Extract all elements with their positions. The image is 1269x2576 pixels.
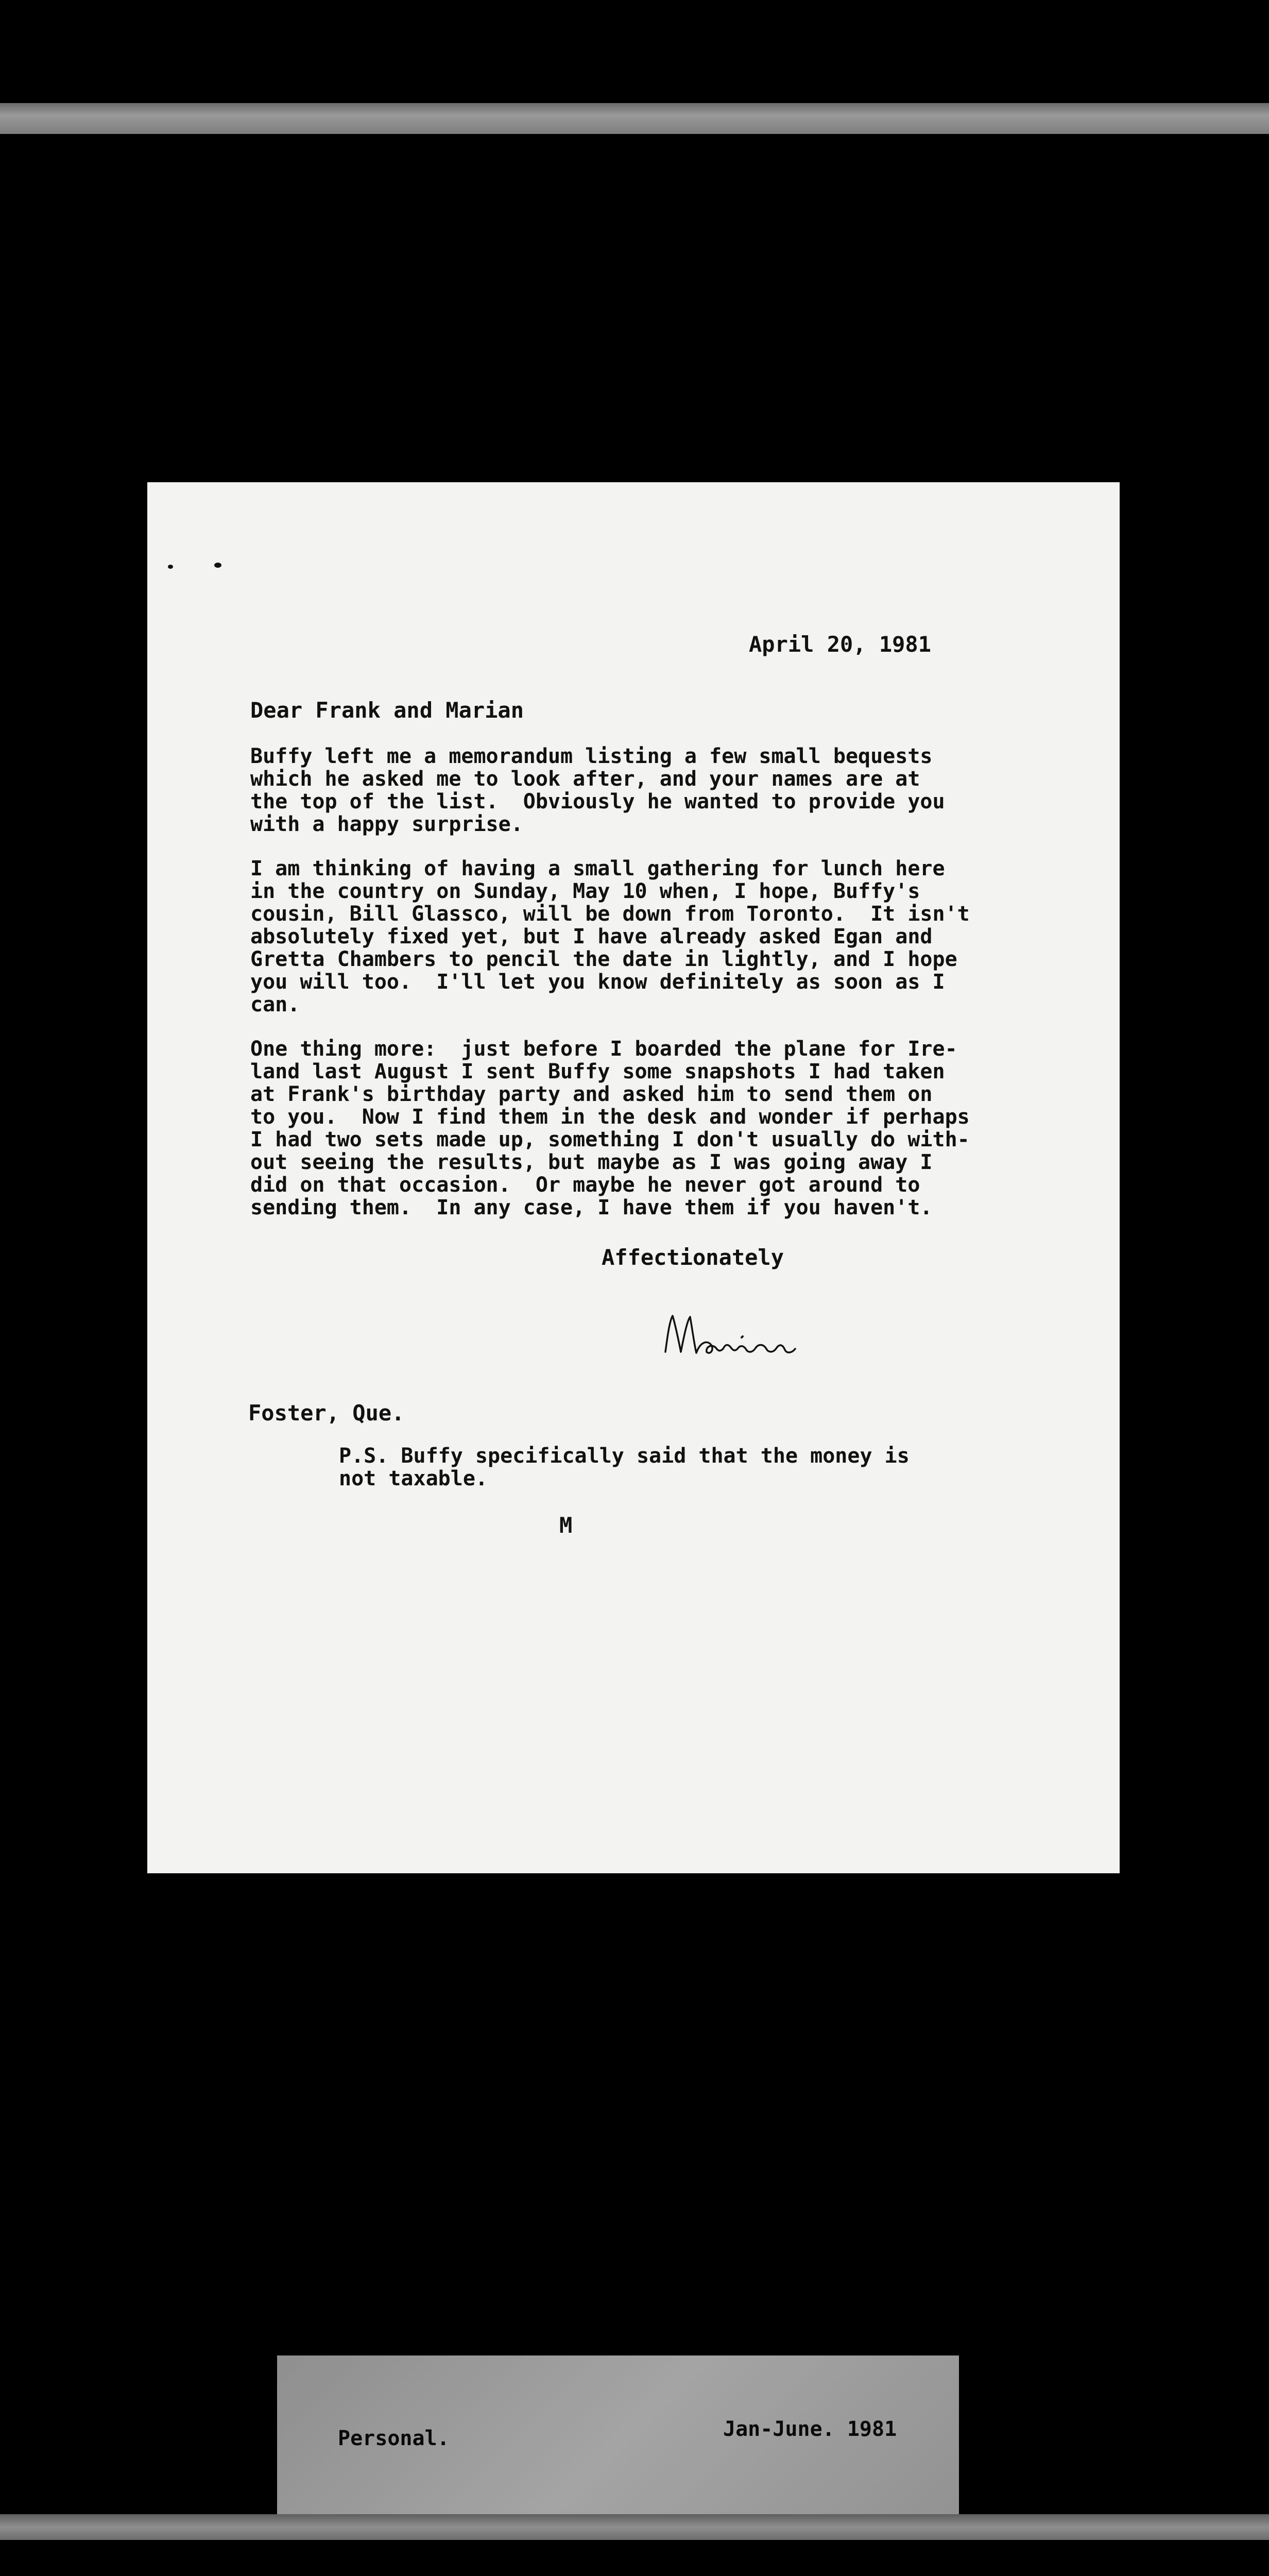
- handwritten-signature: [660, 1306, 815, 1367]
- letter-paragraph-3: One thing more: just before I boarded the plane for Ire- land last August I sent Buffy some snapshots I had taken at Frank's birthday party and asked him to send them on to you. Now I find them in the desk and wonder if perhaps I had two sets made up, something I don't usually do with- out seeing the results, but maybe as I was going away I did on that occasion. Or maybe he never got around to sending them. In any case, I have them if you haven't.: [250, 1037, 970, 1219]
- letter-page: [147, 482, 1120, 1873]
- file-label-card: [277, 2355, 959, 2526]
- page-speck: [214, 563, 221, 568]
- letter-date: April 20, 1981: [749, 632, 932, 657]
- letter-closing: Affectionately: [602, 1245, 784, 1270]
- file-label-left: Personal.: [338, 2427, 450, 2450]
- letter-paragraph-2: I am thinking of having a small gathering for lunch here in the country on Sunday, May 10 when, I hope, Buffy's cousin, Bill Glassco, will be down from Toronto. It isn't absolutely fixed yet, but I have already asked Egan and Gretta Chambers to pencil the date in lightly, and I hope you will too. I'll let you know definitely as soon as I can.: [250, 857, 970, 1016]
- letter-place: Foster, Que.: [248, 1400, 405, 1426]
- letter-paragraph-1: Buffy left me a memorandum listing a few small bequests which he asked me to look after, and your names are at the top of the list. Obviously he wanted to provide you with a happy surprise.: [250, 744, 945, 836]
- film-strip-top: [0, 103, 1269, 134]
- file-label-right: Jan-June. 1981: [723, 2417, 897, 2441]
- film-strip-bottom: [0, 2514, 1269, 2540]
- letter-salutation: Dear Frank and Marian: [250, 698, 524, 723]
- page-speck: [168, 565, 173, 569]
- letter-initial: M: [559, 1513, 573, 1538]
- letter-postscript: P.S. Buffy specifically said that the money is not taxable.: [339, 1444, 910, 1490]
